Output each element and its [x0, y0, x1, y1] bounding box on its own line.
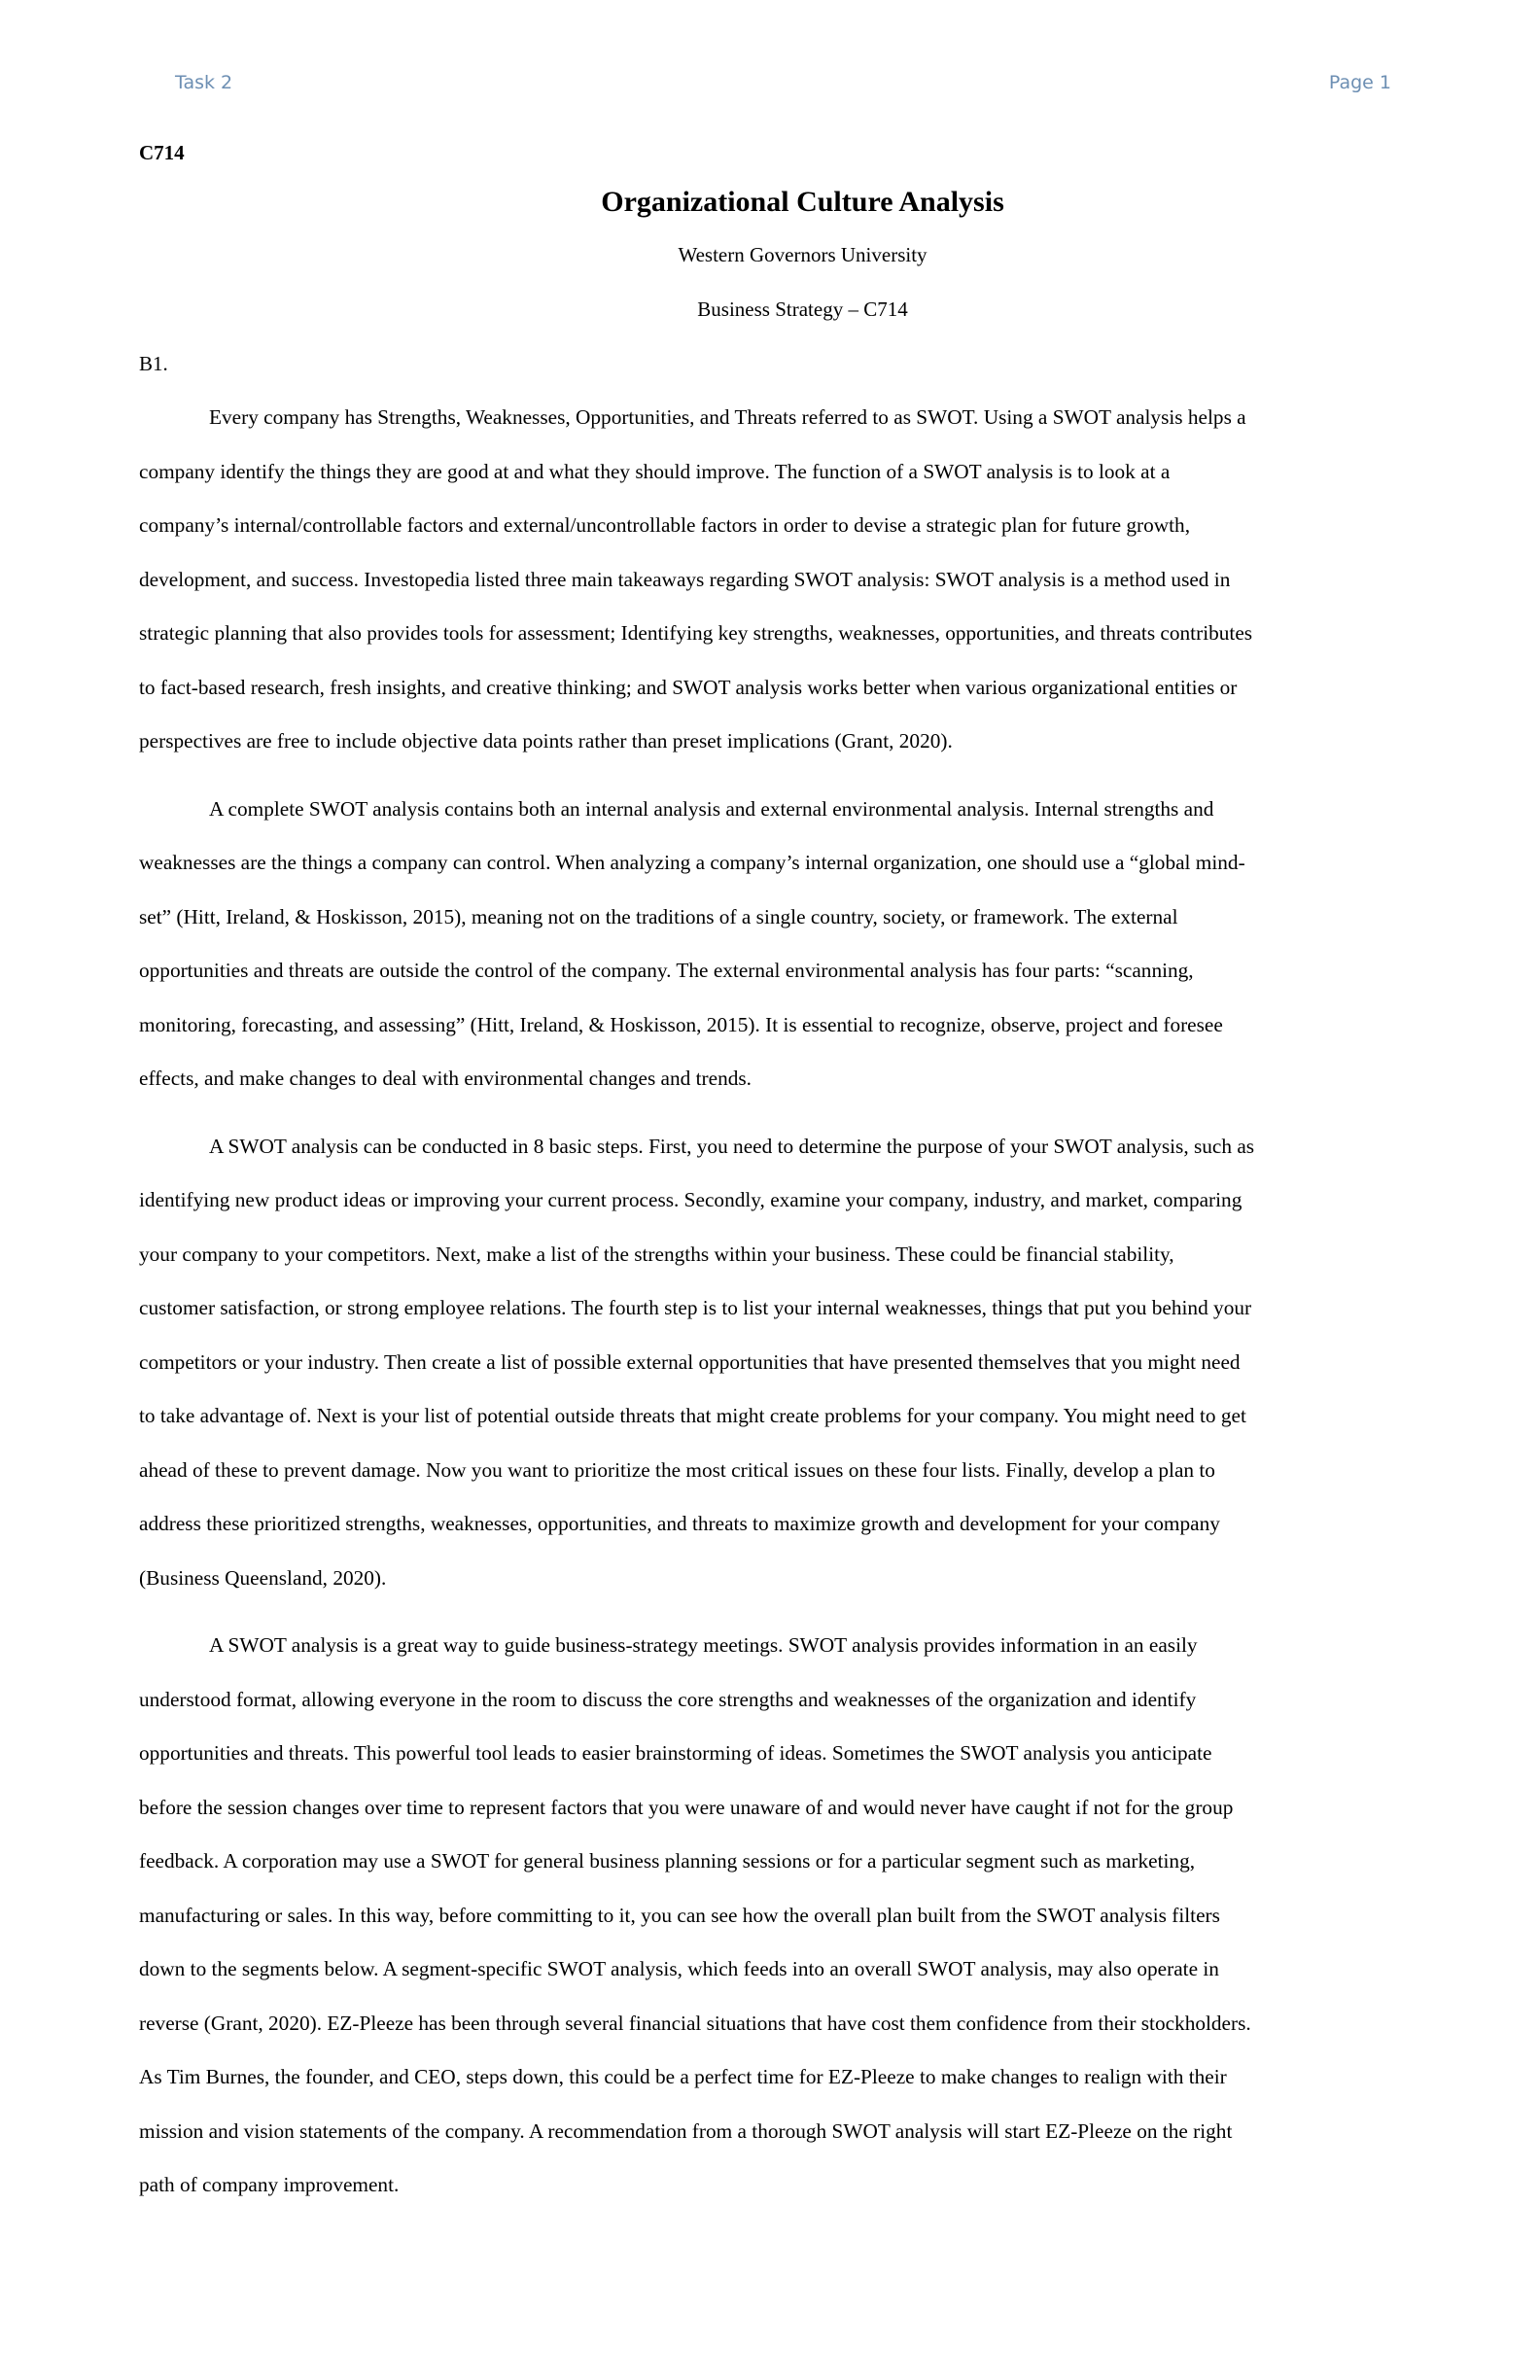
paragraph-line: (Business Queensland, 2020). [139, 1565, 387, 1590]
paragraph-line: path of company improvement. [139, 2173, 400, 2196]
paragraph-line: A complete SWOT analysis contains both an internal analysis and external environmental analysis. Internal strengths and [209, 796, 1214, 821]
paragraph-line: customer satisfaction, or strong employee relations. The fourth step is to list your internal weaknesses, things that put you behind your [139, 1296, 1252, 1319]
paragraph-line: perspectives are free to include objective data points rather than preset implications (Grant, 2020). [139, 729, 953, 752]
section-label: B1. [139, 352, 168, 375]
paragraph-line: mission and vision statements of the company. A recommendation from a thorough SWOT analysis will start EZ-Pleeze on the right [139, 2118, 1233, 2143]
paragraph-line: to take advantage of. Next is your list of potential outside threats that might create problems for your company. You might need to get [139, 1404, 1246, 1427]
body-paragraph [139, 1120, 1393, 1606]
course-code: C714 [139, 141, 185, 164]
paragraph-line: opportunities and threats are outside the control of the company. The external environmental analysis has four parts: “scanning, [139, 959, 1194, 982]
paragraph-line: effects, and make changes to deal with environmental changes and trends. [139, 1067, 752, 1090]
course-name: Business Strategy – C714 [697, 298, 908, 321]
institution-name: Western Governors University [678, 243, 928, 266]
paragraph-line: reverse (Grant, 2020). EZ-Pleeze has been through several financial situations that have cost them confidence from their stockholders. [139, 2011, 1251, 2035]
document-title: Organizational Culture Analysis [601, 186, 1004, 218]
body-paragraph [139, 1619, 1393, 2213]
paragraph-line: ahead of these to prevent damage. Now you want to prioritize the most critical issues on these four lists. Finally, develop a plan to [139, 1457, 1215, 1482]
paragraph-line: company identify the things they are good at and what they should improve. The function of a SWOT analysis is to look at a [139, 459, 1171, 483]
paragraph-line: to fact-based research, fresh insights, and creative thinking; and SWOT analysis works better when various organizational entities or [139, 675, 1238, 699]
paragraph-gap [139, 769, 1393, 783]
paragraph-line: address these prioritized strengths, weaknesses, opportunities, and threats to maximize growth and development for your company [139, 1512, 1220, 1535]
paragraph-line: understood format, allowing everyone in the room to discuss the core strengths and weaknesses of the organization and identify [139, 1687, 1197, 1711]
paragraph-line: strategic planning that also provides tools for assessment; Identifying key strengths, weaknesses, opportunities, and threats contributes [139, 621, 1253, 645]
paragraph-gap [139, 1106, 1393, 1120]
paragraph-line: identifying new product ideas or improving your current process. Secondly, examine your company, industry, and market, comparing [139, 1188, 1242, 1211]
body-paragraph [139, 783, 1393, 1106]
paragraph-line: your company to your competitors. Next, make a list of the strengths within your business. These could be financial stability, [139, 1242, 1174, 1266]
paragraph-gap [139, 1605, 1393, 1619]
paragraph-line: manufacturing or sales. In this way, before committing to it, you can see how the overall plan built from the SWOT analysis filters [139, 1903, 1220, 1927]
header-task-label: Task 2 [175, 72, 233, 93]
paragraph-line: set” (Hitt, Ireland, & Hoskisson, 2015), meaning not on the traditions of a single country, society, or framework. The external [139, 904, 1178, 928]
paragraph-line: A SWOT analysis is a great way to guide business-strategy meetings. SWOT analysis provides information in an easily [209, 1633, 1198, 1657]
paragraph-line: A SWOT analysis can be conducted in 8 basic steps. First, you need to determine the purpose of your SWOT analysis, such as [209, 1134, 1255, 1158]
paragraph-line: company’s internal/controllable factors and external/uncontrollable factors in order to devise a strategic plan for future growth, [139, 513, 1191, 537]
body-paragraph [139, 391, 1393, 769]
paragraph-line: competitors or your industry. Then create a list of possible external opportunities that have presented themselves that you might need [139, 1349, 1241, 1374]
paragraph-line: As Tim Burnes, the founder, and CEO, steps down, this could be a perfect time for EZ-Pleeze to make changes to realign with their [139, 2065, 1227, 2088]
paragraph-line: weaknesses are the things a company can control. When analyzing a company’s internal organization, one should use a “global mind- [139, 851, 1245, 874]
paragraph-line: feedback. A corporation may use a SWOT for general business planning sessions or for a particular segment such as marketing, [139, 1849, 1196, 1872]
paragraph-line: down to the segments below. A segment-specific SWOT analysis, which feeds into an overall SWOT analysis, may also operate in [139, 1957, 1219, 1980]
header-page-number: Page 1 [1328, 72, 1391, 93]
paragraph-line: Every company has Strengths, Weaknesses, Opportunities, and Threats referred to as SWOT. Using a SWOT analysis helps a [209, 405, 1246, 429]
paragraph-line: opportunities and threats. This powerful tool leads to easier brainstorming of ideas. Sometimes the SWOT analysis you anticipate [139, 1741, 1212, 1765]
paragraph-line: before the session changes over time to represent factors that you were unaware of and would never have caught if not for the group [139, 1795, 1234, 1819]
paragraphs-container [139, 391, 1393, 2213]
paragraph-line: monitoring, forecasting, and assessing” (Hitt, Ireland, & Hoskisson, 2015). It is essential to recognize, observe, project and foresee [139, 1012, 1223, 1036]
document-body [139, 136, 1393, 2213]
paragraph-line: development, and success. Investopedia listed three main takeaways regarding SWOT analysis: SWOT analysis is a method used in [139, 567, 1231, 591]
